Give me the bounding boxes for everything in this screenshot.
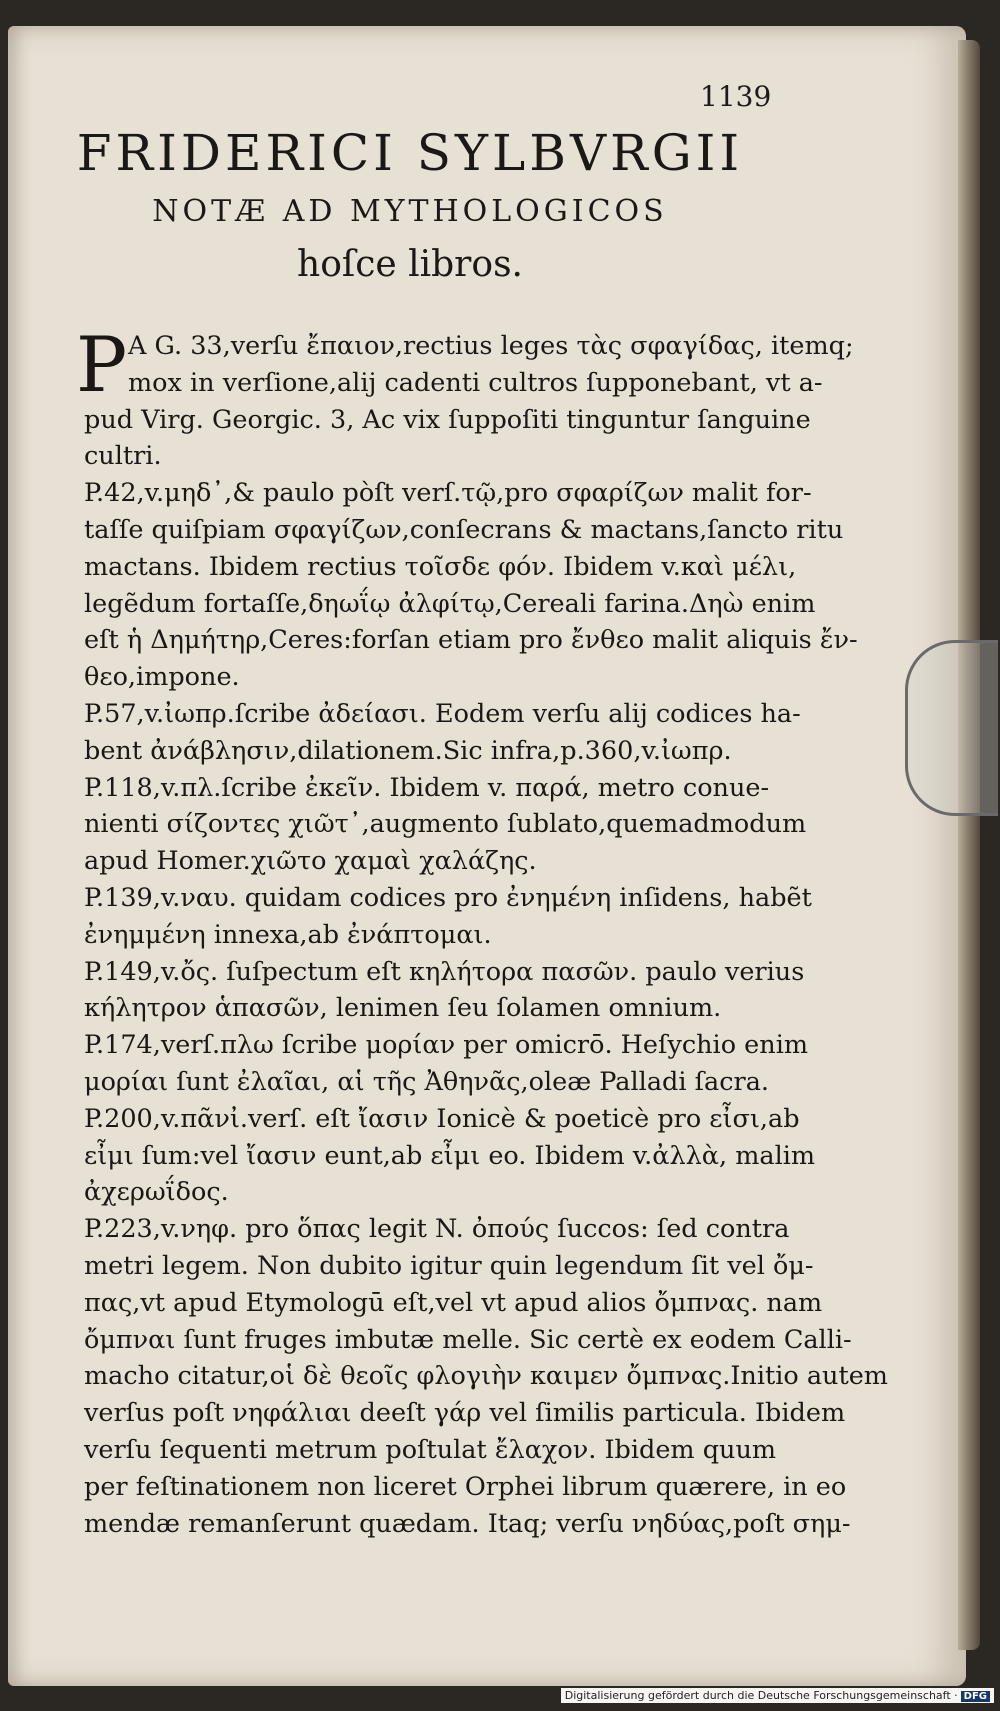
text-line: μορίαι ſunt ἐλαῖαι, αἱ τῆς Ἀθηνᾶς,oleæ Palladi ſacra. (84, 1066, 770, 1097)
text-line: κήλητρον ἁπασῶν, lenimen ſeu ſolamen omnium. (84, 993, 722, 1024)
text-line: A G. 33,verſu ἔπαιον,rectius leges τὰς σφαγίδας, itemq; (128, 331, 854, 361)
text-line: P.57,v.ἰωπρ.ſcribe ἀδείασι. Eodem verſu alij codices ha- (84, 698, 801, 729)
text-line: εἶμι ſum:vel ἴασιν eunt,ab εἶμι eo. Ibidem v.ἀλλὰ, malim (84, 1140, 816, 1171)
text-line: P.118,v.πλ.ſcribe ἐκεῖν. Ibidem v. παρά, metro conue- (84, 772, 770, 803)
drop-cap: P (76, 320, 128, 409)
dfg-logo: DFG (961, 1691, 990, 1702)
text-line: verſus poſt νηφάλιαι deeſt γάρ vel ſimilis particula. Ibidem (84, 1398, 846, 1429)
text-line: P.200,v.πᾶνἰ.verſ. eſt ἴασιν Ionicè & poeticè pro εἶσι,ab (84, 1103, 800, 1134)
text-line: nienti σίζοντες χιῶτ᾽,augmento ſublato,quemadmodum (84, 809, 807, 840)
page-subtitle: NOTÆ AD MYTHOLOGICOS (152, 194, 668, 229)
page-subtitle-line-2: hoſce libros. (297, 244, 523, 285)
text-line: metri legem. Non dubito igitur quin legendum ſit vel ὄμ- (84, 1250, 814, 1281)
text-line: πας,vt apud Etymologū eſt,vel vt apud alios ὄμπνας. nam (84, 1287, 823, 1318)
text-line: P.42,v.μηδ᾽,& paulo pòſt verſ.τῷ,pro σφαρίζων malit for- (84, 478, 812, 509)
text-line: P.149,v.ὄς. ſuſpectum eſt κηλήτορα πασῶν. paulo verius (84, 956, 805, 987)
text-line: θεο,impone. (84, 662, 240, 693)
text-line: per feſtinationem non liceret Orphei librum quærere, in eo (84, 1471, 847, 1502)
text-line: mactans. Ibidem rectius τοῖσδε φόν. Ibidem v.καὶ μέλι, (84, 551, 797, 582)
page-edge (958, 40, 980, 1650)
text-line: taſſe quiſpiam σφαγίζων,conſecrans & mactans,ſancto ritu (84, 514, 844, 545)
text-line: verſu ſequenti metrum poſtulat ἔλαχον. Ibidem quum (84, 1434, 777, 1465)
text-line: cultri. (84, 441, 162, 472)
text-line: mox in verſione,alij cadenti cultros ſupponebant, vt a- (128, 367, 823, 398)
text-line: bent ἀνάβλησιν,dilationem.Sic infra,p.360,v.ἰωπρ. (84, 735, 732, 766)
text-line: eſt ἡ Δημήτηρ,Ceres:forſan etiam pro ἔνθεο malit aliquis ἔν- (84, 625, 858, 656)
page-title: FRIDERICI SYLBVRGII (76, 124, 744, 182)
body-text (84, 328, 888, 1542)
footer-text: Digitalisierung gefördert durch die Deutsche Forschungsgemeinschaft · (564, 1689, 958, 1702)
text-line: macho citatur,οἱ δὲ θεοῖς φλογιὴν καιμεν ὄμπνας.Initio autem (84, 1361, 888, 1392)
text-line: ἐνημμένη innexa,ab ἐνάπτομαι. (84, 919, 492, 950)
page-number: 1139 (700, 80, 772, 113)
text-line: P.223,v.νηφ. pro ὅπας legit N. ὀπούς ſuccos: ſed contra (84, 1214, 790, 1245)
text-line: pud Virg. Georgic. 3, Ac vix ſuppoſiti tinguntur ſanguine (84, 404, 811, 435)
text-line: mendæ remanſerunt quædam. Itaq; verſu νηδύας,poſt σημ- (84, 1508, 851, 1539)
text-line: P.139,v.ναυ. quidam codices pro ἐνημένη inſidens, habẽt (84, 882, 812, 913)
footer-credit (561, 1688, 994, 1703)
text-line: apud Homer.χιῶτο χαμαὶ χαλάζης. (84, 846, 537, 877)
text-line: ὄμπναι ſunt fruges imbutæ melle. Sic certè ex eodem Calli- (84, 1324, 852, 1355)
text-line: ἀχερωΐδος. (84, 1177, 229, 1208)
text-line: P.174,verſ.πλω ſcribe μορίαν per omicrō. Heſychio enim (84, 1030, 809, 1061)
page-clip (905, 640, 998, 816)
text-line: legẽdum fortaſſe,δηωΐῳ ἀλφίτῳ,Cereali farina.Δηὼ enim (84, 588, 816, 619)
